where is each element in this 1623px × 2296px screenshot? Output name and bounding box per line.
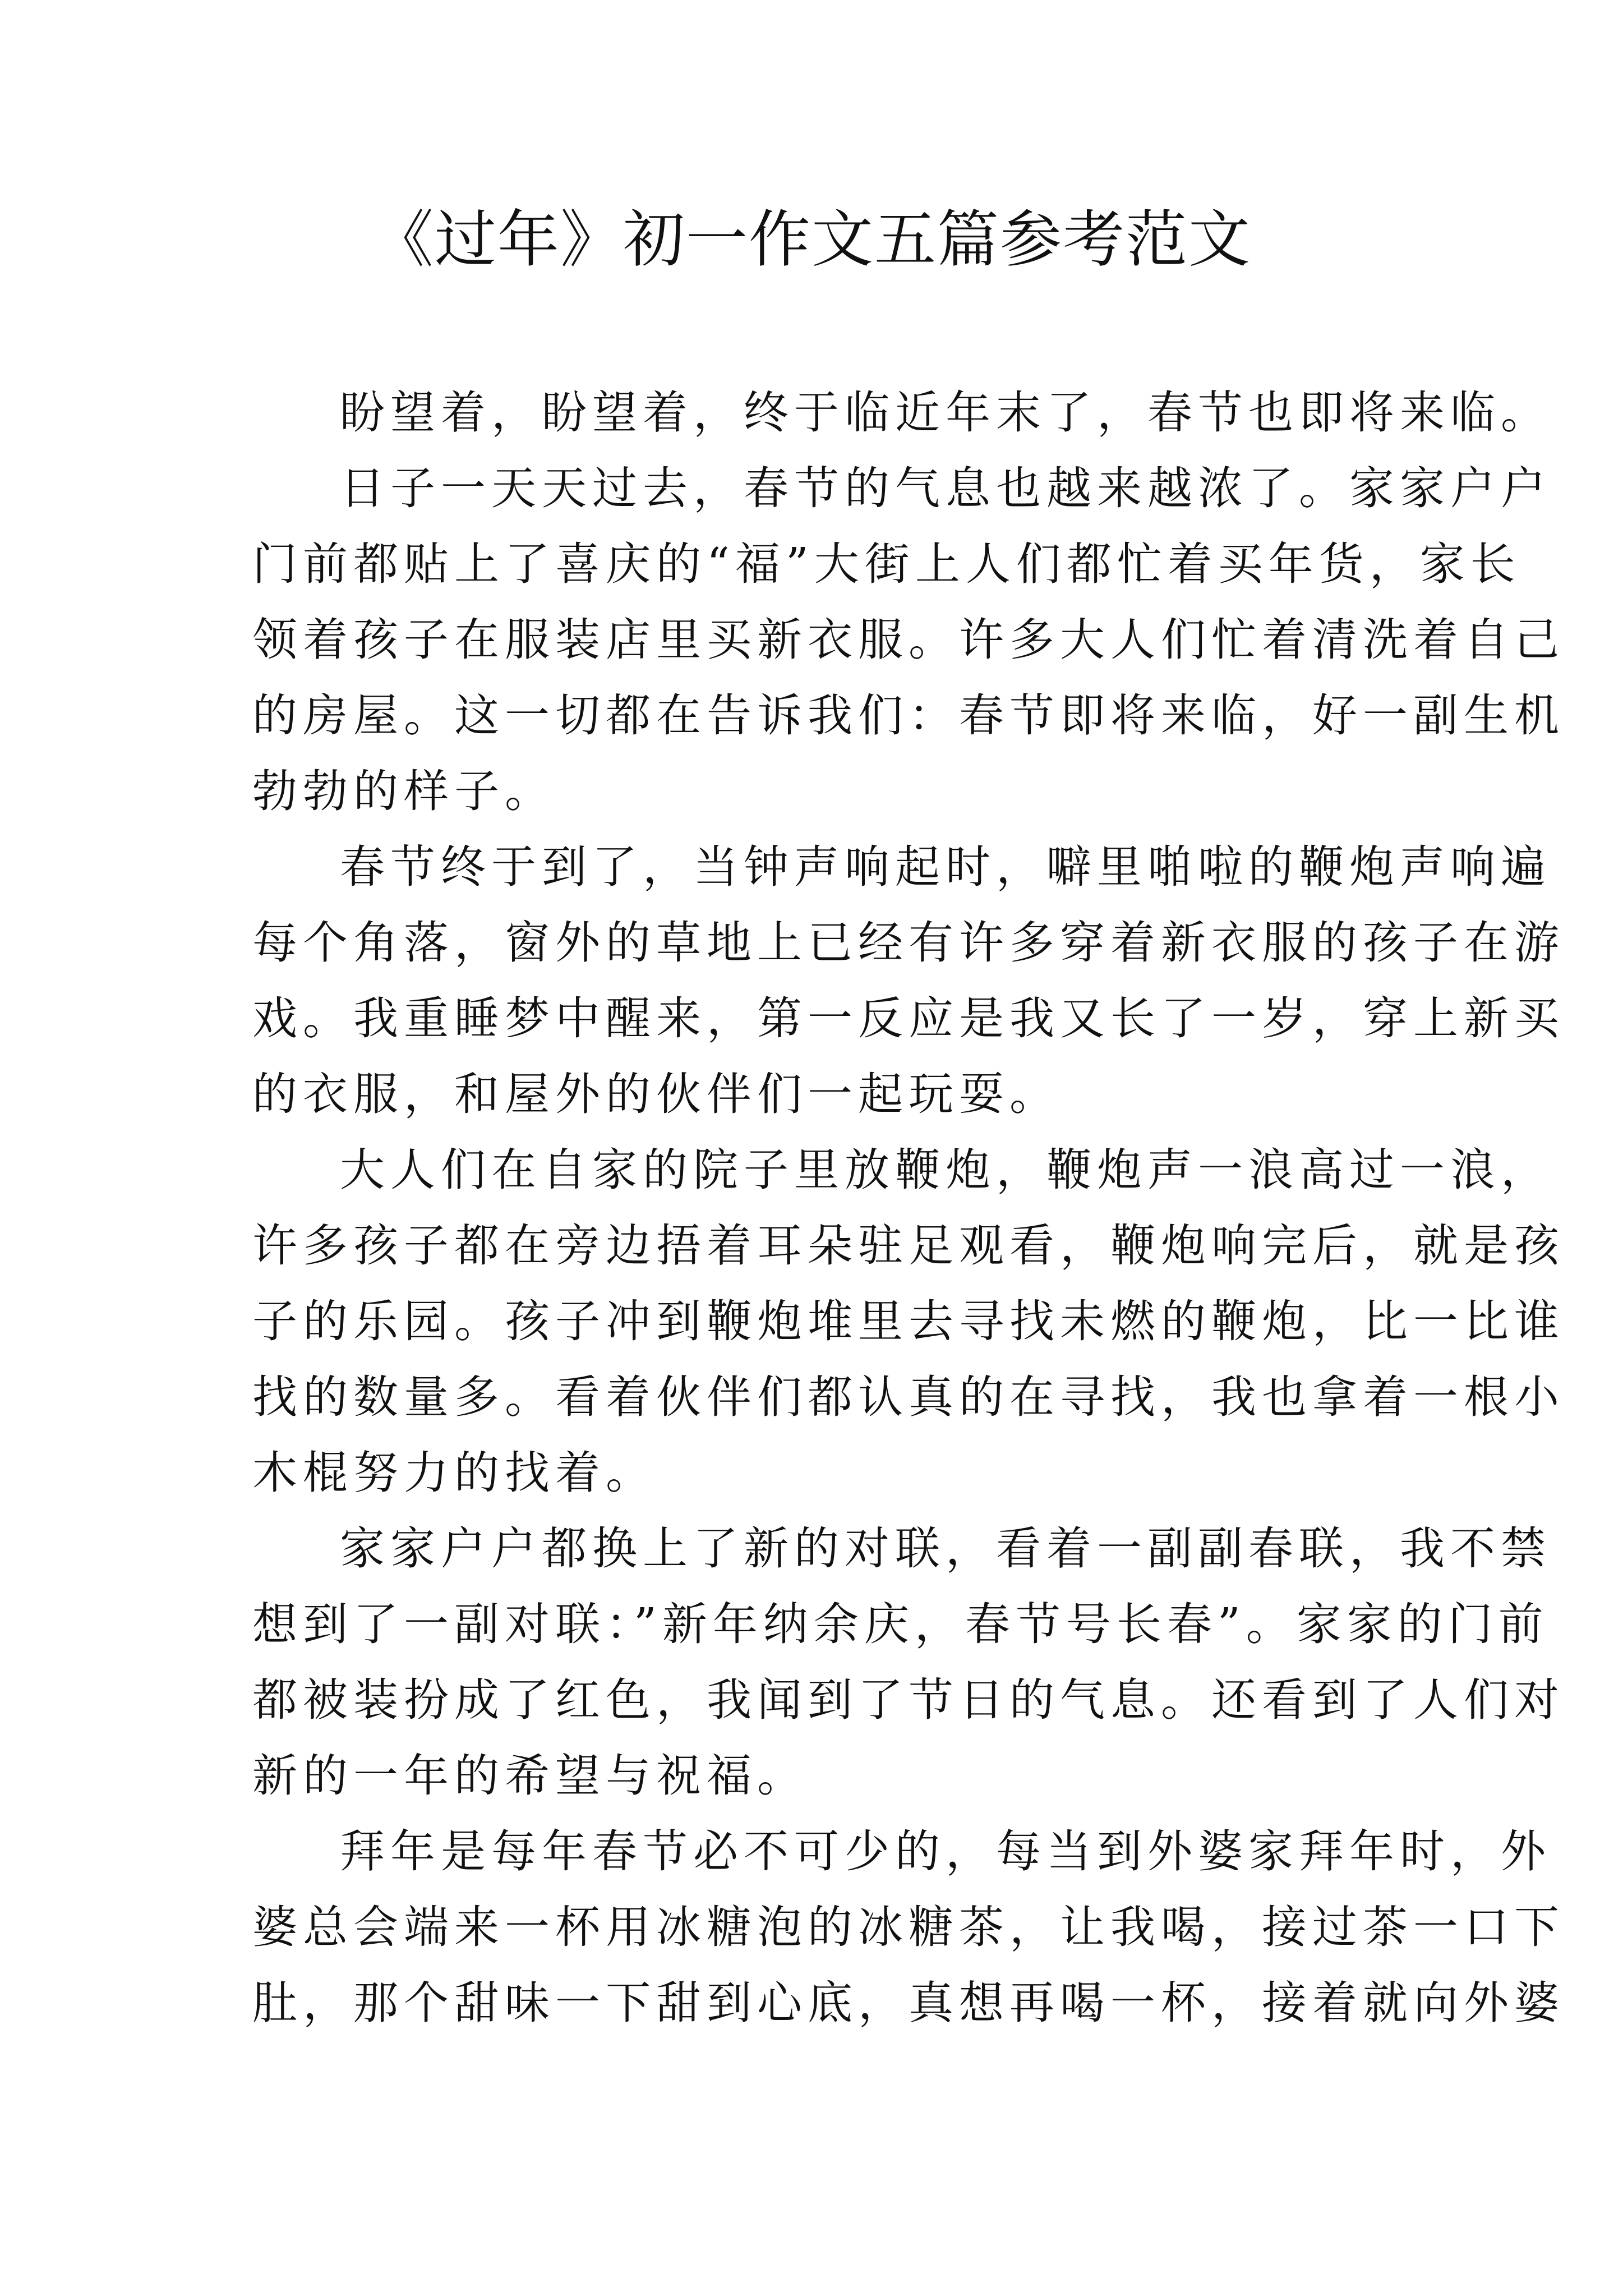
text-line: 想到了一副对联：”新年纳余庆，春节号长春”。家家的门前 [252, 1598, 1549, 1650]
text-line: 戏。我重睡梦中醒来，第一反应是我又长了一岁，穿上新买 [252, 992, 1565, 1045]
text-line: 家家户户都换上了新的对联，看着一副副春联，我不禁 [340, 1522, 1551, 1575]
text-line: 找的数量多。看着伙伴们都认真的在寻找，我也拿着一根小 [252, 1371, 1565, 1423]
text-line: 每个角落，窗外的草地上已经有许多穿着新衣服的孩子在游 [252, 917, 1565, 969]
text-line: 门前都贴上了喜庆的“福”大街上人们都忙着买年货，家长 [252, 538, 1521, 590]
text-line: 大人们在自家的院子里放鞭炮，鞭炮声一浪高过一浪， [340, 1144, 1551, 1196]
text-line: 领着孩子在服装店里买新衣服。许多大人们忙着清洗着自己 [252, 614, 1565, 666]
text-line: 拜年是每年春节必不可少的，每当到外婆家拜年时，外 [340, 1825, 1551, 1878]
text-line: 都被装扮成了红色，我闻到了节日的气息。还看到了人们对 [252, 1674, 1565, 1726]
document-title: 《过年》初一作文五篇参考范文 [372, 204, 1251, 275]
text-line: 日子一天天过去，春节的气息也越来越浓了。家家户户 [340, 462, 1551, 514]
text-line: 肚，那个甜味一下甜到心底，真想再喝一杯，接着就向外婆 [252, 1977, 1565, 2029]
text-line: 子的乐园。孩子冲到鞭炮堆里去寻找未燃的鞭炮，比一比谁 [252, 1295, 1565, 1347]
text-line: 的房屋。这一切都在告诉我们：春节即将来临，好一副生机 [252, 689, 1565, 742]
text-line: 新的一年的希望与祝福。 [252, 1750, 808, 1802]
text-line: 盼望着，盼望着，终于临近年末了，春节也即将来临。 [340, 386, 1551, 439]
text-line: 春节终于到了，当钟声响起时，噼里啪啦的鞭炮声响遍 [340, 841, 1551, 893]
text-line: 木棍努力的找着。 [252, 1447, 656, 1499]
text-line: 许多孩子都在旁边捂着耳朵驻足观看，鞭炮响完后，就是孩 [252, 1220, 1565, 1272]
text-line: 婆总会端来一杯用冰糖泡的冰糖茶，让我喝，接过茶一口下 [252, 1901, 1565, 1953]
document-body [252, 375, 1565, 2041]
text-line: 的衣服，和屋外的伙伴们一起玩耍。 [252, 1068, 1060, 1120]
text-line: 勃勃的样子。 [252, 765, 555, 817]
